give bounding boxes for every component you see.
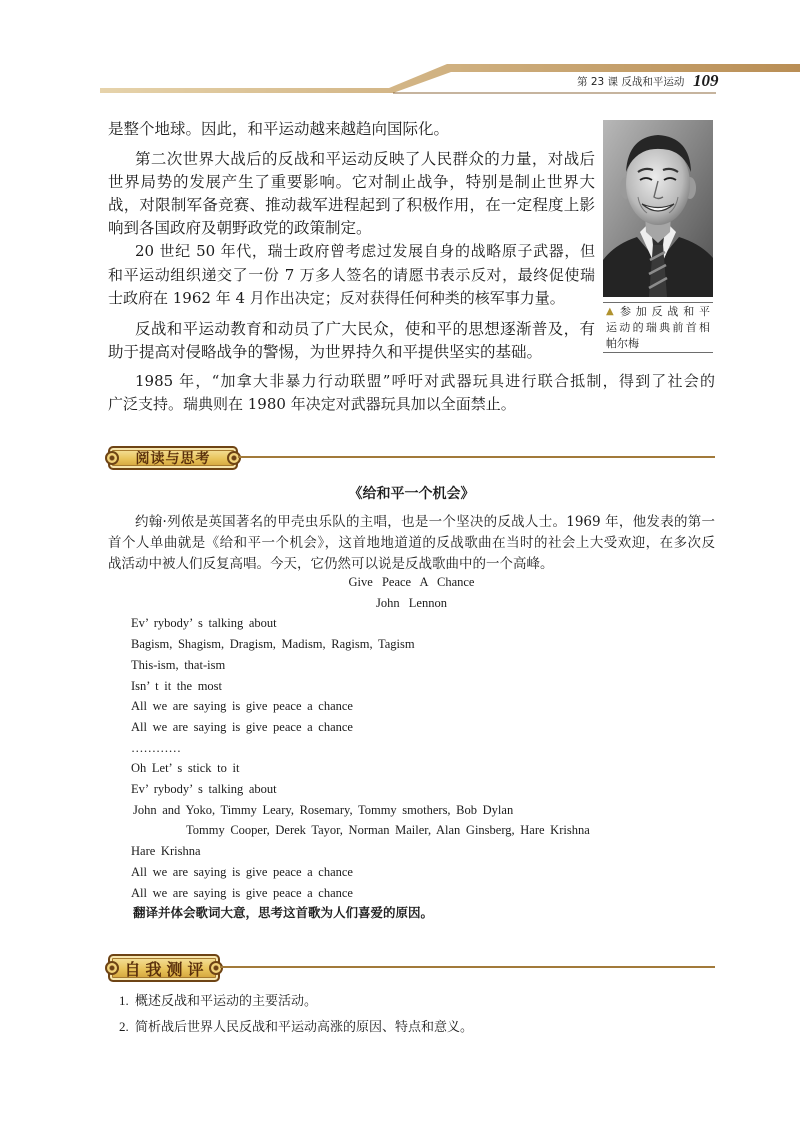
list-item xyxy=(119,988,473,1014)
portrait-photo xyxy=(603,120,713,297)
text-line: 响到各国政府及朝野政党的政策制定。 xyxy=(108,219,372,237)
section-divider xyxy=(220,966,715,968)
caption-line xyxy=(606,304,710,320)
reading-task: 翻译并体会歌词大意，思考这首歌为人们喜爱的原因。 xyxy=(133,905,434,921)
scroll-ornament-right-icon xyxy=(209,961,223,975)
page-number: 109 xyxy=(693,71,719,90)
text-line: 第二次世界大战后的反战和平运动反映了人民群众的力量，对战后 xyxy=(135,150,595,168)
text-line: 1985 年，“加拿大非暴力行动联盟”呼吁对武器玩具进行联合抵制，得到了社会的 xyxy=(135,371,715,390)
lyric-line: All we are saying is give peace a chance xyxy=(131,864,353,879)
scroll-ornament-left-icon xyxy=(105,961,119,975)
paragraph-education xyxy=(108,318,595,364)
caption-line xyxy=(606,320,710,336)
text-line: 士政府在 1962 年 4 月作出决定；反对获得任何种类的核军事力量。 xyxy=(108,289,565,307)
scroll-ornament-left-icon xyxy=(105,451,119,465)
lyric-line: All we are saying is give peace a chance xyxy=(131,885,353,900)
text-line: 世界局势的发展产生了重要影响。它对制止战争，特别是制止世界大 xyxy=(108,173,595,191)
song-author: John Lennon xyxy=(376,595,447,610)
caption-text: 帕尔梅 xyxy=(606,337,639,350)
lyric-line: John and Yoko, Timmy Leary, Rosemary, Tommy smothers, Bob Dylan xyxy=(133,802,514,817)
section-divider xyxy=(238,456,715,458)
text-line: 是整个地球。因此，和平运动越来越趋向国际化。 xyxy=(108,120,450,138)
lyric-line: All we are saying is give peace a chance xyxy=(131,719,353,734)
text-line: 助于提高对侵略战争的警惕，为世界持久和平提供坚实的基础。 xyxy=(108,342,543,361)
self-test-list xyxy=(119,988,473,1040)
text-line: 20 世纪 50 年代，瑞士政府曾考虑过发展自身的战略原子武器，但 xyxy=(135,242,595,260)
reading-title: 《给和平一个机会》 xyxy=(348,486,475,502)
song-title: Give Peace A Chance xyxy=(348,575,475,589)
lyric-line: Hare Krishna xyxy=(131,844,201,859)
lyric-ellipsis: ………… xyxy=(131,740,181,755)
text-line: 和平运动组织递交了一份 7 万多人签名的请愿书表示反对，最终促使瑞 xyxy=(108,265,595,284)
text-line: 首个人单曲就是《给和平一个机会》，这首地地道道的反战歌曲在当时的社会上大受欢迎，在多次反 xyxy=(108,535,715,551)
caption-line xyxy=(606,336,710,352)
item-number: 1. xyxy=(119,993,129,1008)
reading-thinking-badge xyxy=(108,446,238,470)
item-number: 2. xyxy=(119,1019,129,1034)
lyric-line: Isn’ t it the most xyxy=(131,678,223,693)
lyric-line: All we are saying is give peace a chance xyxy=(131,699,353,714)
paragraph-postwar-impact xyxy=(108,148,595,240)
self-test-badge xyxy=(108,954,220,982)
caption-text: 参加反战和平 xyxy=(620,305,710,318)
text-line: 战，对限制军备竞赛、推动裁军进程起到了积极作用，在一定程度上影 xyxy=(108,196,595,214)
lyric-line: Ev’ rybody’ s talking about xyxy=(131,616,277,631)
section-title: 阅读与思考 xyxy=(135,451,211,467)
text-line: 广泛支持。瑞典则在 1980 年决定对武器玩具加以全面禁止。 xyxy=(108,395,516,413)
text-line: 战活动中被人们反复高唱。今天，它仍然可以说是反战歌曲中的一个高峰。 xyxy=(108,556,554,572)
paragraph-toy-boycott xyxy=(108,370,715,417)
paragraph-swiss-example xyxy=(108,240,595,311)
lyric-line: Oh Let’ s stick to it xyxy=(131,761,240,776)
photo-caption xyxy=(603,302,713,353)
lyric-line: This-ism, that-ism xyxy=(131,657,226,672)
section-title: 自我测评 xyxy=(124,959,209,979)
lyric-line: Tommy Cooper, Derek Tayor, Norman Mailer, Alan Ginsberg, Hare Krishna xyxy=(186,823,590,838)
list-item xyxy=(119,1014,473,1040)
triangle-marker-icon: ▲ xyxy=(606,306,614,317)
reading-intro xyxy=(108,512,715,575)
lesson-label: 第 23 课 反战和平运动 xyxy=(577,76,685,88)
caption-text: 运动的瑞典前首相 xyxy=(606,321,710,334)
scroll-ornament-right-icon xyxy=(227,451,241,465)
item-text: 概述反战和平运动的主要活动。 xyxy=(135,994,318,1009)
song-lyrics xyxy=(108,572,715,924)
text-line: 反战和平运动教育和动员了广大民众，使和平的思想逐渐普及，有 xyxy=(135,319,595,338)
lyric-line: Bagism, Shagism, Dragism, Madism, Ragism, Tagism xyxy=(131,637,415,652)
item-text: 简析战后世界人民反战和平运动高涨的原因、特点和意义。 xyxy=(135,1020,474,1035)
lyric-line: Ev’ rybody’ s talking about xyxy=(131,782,277,797)
text-line: 约翰·列侬是英国著名的甲壳虫乐队的主唱，也是一个坚决的反战人士。1969 年，他发表的第一 xyxy=(135,514,715,530)
paragraph-continuation xyxy=(108,118,595,141)
